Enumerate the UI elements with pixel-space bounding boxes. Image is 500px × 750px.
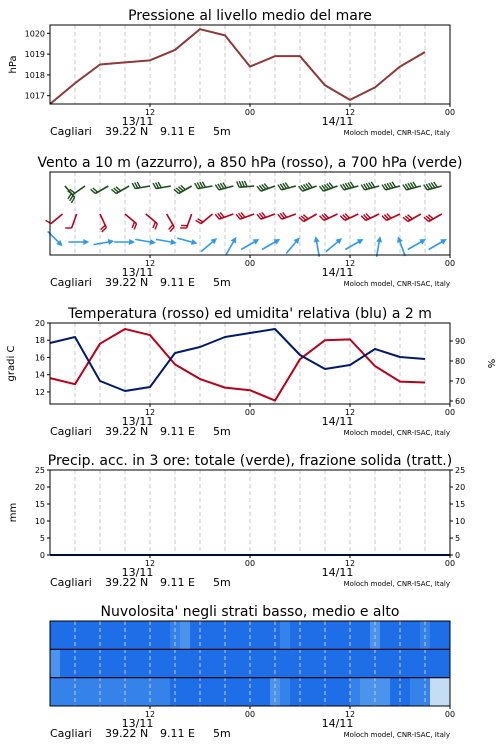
- humidity-axis-label: %: [485, 358, 496, 369]
- cloud-cell: [360, 621, 371, 649]
- cloud-cell: [190, 678, 201, 706]
- cloud-cell: [390, 621, 401, 649]
- location-lon: 9.11 E: [160, 576, 195, 589]
- cloud-cell: [180, 678, 191, 706]
- date-label: 14/11: [321, 115, 354, 128]
- date-label: 13/11: [121, 717, 154, 730]
- cloud-cell: [330, 621, 341, 649]
- cloud-cell: [110, 621, 121, 649]
- time-tick-label: 00: [444, 408, 456, 417]
- cloud-cell: [60, 621, 71, 649]
- location-lat: 39.22 N: [105, 125, 149, 138]
- cloud-cell: [240, 621, 251, 649]
- temperature-tick-label: 20: [34, 319, 45, 328]
- precip-tick-label-right: 0: [455, 551, 461, 560]
- location-alt: 5m: [213, 125, 231, 138]
- location-lon: 9.11 E: [160, 727, 195, 740]
- humidity-tick-label: 90: [455, 337, 466, 346]
- wind-barb: [134, 224, 136, 230]
- location-name: Cagliari: [50, 425, 92, 438]
- cloud-cell: [290, 678, 301, 706]
- cloud-cell: [330, 649, 341, 677]
- cloud-cell: [350, 621, 361, 649]
- time-tick-label: 00: [244, 108, 256, 117]
- wind-arrowhead: [376, 236, 382, 242]
- cloud-cell: [440, 649, 451, 677]
- model-credit: Moloch model, CNR-ISAC, Italy: [343, 129, 450, 137]
- humidity-tick-label: 80: [455, 357, 466, 366]
- wind-arrowhead: [83, 239, 89, 245]
- cloud-cell: [200, 621, 211, 649]
- precip-tick-label-right: 25: [455, 466, 466, 475]
- time-tick-label: 00: [444, 108, 456, 117]
- pressure-tick-label: 1019: [24, 50, 45, 60]
- time-tick-label: 00: [244, 710, 256, 719]
- cloud-cell: [80, 621, 91, 649]
- wind-barb-staff: [51, 214, 62, 224]
- cloud-cell: [390, 678, 401, 706]
- time-tick-label: 12: [344, 710, 356, 719]
- precip-tick-label-right: 20: [455, 483, 466, 492]
- cloud-cell: [180, 621, 191, 649]
- location-lon: 9.11 E: [160, 276, 195, 289]
- pressure-tick-label: 1017: [24, 91, 45, 101]
- cloud-cell: [400, 621, 411, 649]
- cloud-cell: [390, 649, 401, 677]
- model-credit: Moloch model, CNR-ISAC, Italy: [343, 580, 450, 588]
- cloud-cell: [250, 649, 261, 677]
- location-name: Cagliari: [50, 576, 92, 589]
- cloud-cell: [60, 678, 71, 706]
- cloud-cell: [260, 678, 271, 706]
- cloud-cell: [210, 649, 221, 677]
- time-tick-label: 00: [244, 408, 256, 417]
- wind-level-10-m: [48, 231, 447, 256]
- pressure-tick-label: 1018: [24, 70, 45, 80]
- cloud-cell: [130, 649, 141, 677]
- wind-barb: [242, 181, 245, 187]
- cloud-cell: [200, 678, 211, 706]
- cloud-cell: [350, 649, 361, 677]
- cloud-cell: [190, 649, 201, 677]
- precip-tick-label: 15: [34, 500, 45, 509]
- date-label: 14/11: [321, 566, 354, 579]
- cloud-cell: [310, 678, 321, 706]
- location-lat: 39.22 N: [105, 276, 149, 289]
- cloud-cell: [90, 678, 101, 706]
- wind-arrowhead: [149, 239, 155, 245]
- temperature-axis-label: gradi C: [6, 345, 17, 382]
- cloud-cell: [60, 649, 71, 677]
- cloud-cell: [50, 678, 61, 706]
- date-label: 14/11: [321, 717, 354, 730]
- cloud-cell: [100, 649, 111, 677]
- date-label: 14/11: [321, 266, 354, 279]
- cloud-cell: [140, 621, 151, 649]
- date-label: 13/11: [121, 115, 154, 128]
- time-tick-label: 12: [144, 408, 156, 417]
- date-label: 13/11: [121, 266, 154, 279]
- location-alt: 5m: [213, 727, 231, 740]
- cloud-cell: [180, 649, 191, 677]
- time-tick-label: 00: [444, 559, 456, 568]
- cloud-cell: [210, 678, 221, 706]
- time-tick-label: 12: [144, 710, 156, 719]
- cloud-cell: [190, 621, 201, 649]
- cloud-cell: [130, 621, 141, 649]
- cloud-cell: [230, 678, 241, 706]
- temperature-tick-label: 12: [34, 387, 45, 397]
- temperature-tick-label: 14: [34, 370, 45, 380]
- cloud-cell: [150, 621, 161, 649]
- pressure-line: [50, 29, 425, 104]
- precip-tick-label-right: 10: [455, 517, 466, 526]
- cloud-cell: [150, 649, 161, 677]
- cloud-cell: [210, 621, 221, 649]
- time-tick-label: 12: [144, 259, 156, 268]
- model-credit: Moloch model, CNR-ISAC, Italy: [343, 731, 450, 739]
- cloud-cell: [140, 678, 151, 706]
- cloud-cell: [350, 678, 361, 706]
- wind-arrowhead: [108, 239, 114, 245]
- cloud-cell: [360, 678, 371, 706]
- cloud-cell: [240, 678, 251, 706]
- cloud-cell: [410, 649, 421, 677]
- precip-tick-label: 5: [39, 534, 45, 543]
- cloud-cell: [240, 649, 251, 677]
- cloud-cell: [440, 678, 451, 706]
- cloud-cell: [100, 678, 111, 706]
- cloud-cell: [90, 621, 101, 649]
- location-name: Cagliari: [50, 276, 92, 289]
- wind-arrowhead: [129, 239, 135, 245]
- cloud-cell: [230, 649, 241, 677]
- temperature-line: [50, 329, 425, 401]
- cloud-cell: [160, 678, 171, 706]
- cloud-cell: [440, 621, 451, 649]
- cloud-cell: [80, 678, 91, 706]
- precip-axis-label: mm: [8, 502, 19, 523]
- cloud-cell: [110, 649, 121, 677]
- cloud-cell: [410, 678, 421, 706]
- plot-frame: [50, 323, 450, 404]
- wind-barb: [132, 222, 134, 228]
- cloud-cell: [300, 649, 311, 677]
- location-lat: 39.22 N: [105, 425, 149, 438]
- location-lon: 9.11 E: [160, 425, 195, 438]
- panel-title: Pressione al livello medio del mare: [128, 8, 372, 24]
- pressure-tick-label: 1020: [24, 29, 45, 39]
- wind-barb: [153, 222, 155, 228]
- wind-barb-staff: [72, 214, 77, 228]
- wind-level-850-hpa: [46, 212, 442, 232]
- location-name: Cagliari: [50, 727, 92, 740]
- wind-level-700-hpa: [65, 181, 442, 203]
- wind-arrowhead: [314, 236, 320, 242]
- location-lon: 9.11 E: [160, 125, 195, 138]
- cloud-cell: [400, 649, 411, 677]
- time-tick-label: 12: [344, 408, 356, 417]
- location-alt: 5m: [213, 276, 231, 289]
- cloud-cell: [290, 649, 301, 677]
- location-lat: 39.22 N: [105, 576, 149, 589]
- pressure-axis-label: hPa: [8, 55, 19, 74]
- cloud-cell: [50, 649, 61, 677]
- cloud-cell: [250, 678, 261, 706]
- temperature-tick-label: 16: [34, 353, 45, 363]
- cloud-cell: [260, 621, 271, 649]
- cloud-cell: [380, 649, 391, 677]
- wind-barb: [244, 181, 247, 187]
- wind-barb: [237, 182, 240, 188]
- model-credit: Moloch model, CNR-ISAC, Italy: [343, 429, 450, 437]
- wind-barb: [239, 181, 242, 187]
- time-tick-label: 00: [244, 259, 256, 268]
- cloud-cell: [430, 649, 441, 677]
- precip-tick-label: 0: [39, 551, 45, 560]
- panel-title: Vento a 10 m (azzurro), a 850 hPa (rosso), a 700 hPa (verde): [37, 155, 463, 171]
- panel-title: Temperatura (rosso) ed umidita' relativa (blu) a 2 m: [68, 306, 432, 322]
- cloud-cell: [340, 621, 351, 649]
- cloud-cell: [280, 678, 291, 706]
- time-tick-label: 00: [444, 710, 456, 719]
- cloud-cell: [300, 678, 311, 706]
- time-tick-label: 12: [344, 108, 356, 117]
- cloud-cell: [290, 621, 301, 649]
- precip-tick-label: 25: [34, 466, 45, 475]
- location-name: Cagliari: [50, 125, 92, 138]
- date-label: 14/11: [321, 415, 354, 428]
- cloud-cell: [430, 678, 441, 706]
- cloud-cell: [380, 621, 391, 649]
- temperature-tick-label: 18: [34, 336, 45, 346]
- cloud-cell: [100, 621, 111, 649]
- date-label: 13/11: [121, 415, 154, 428]
- time-tick-label: 12: [144, 108, 156, 117]
- cloud-cell: [300, 621, 311, 649]
- cloud-cell: [130, 678, 141, 706]
- precip-tick-label: 20: [34, 483, 45, 492]
- cloud-cell: [360, 649, 371, 677]
- date-label: 13/11: [121, 566, 154, 579]
- cloud-cell: [400, 678, 411, 706]
- cloud-cell: [280, 649, 291, 677]
- wind-arrowhead: [191, 239, 198, 245]
- cloud-cell: [310, 621, 321, 649]
- time-tick-label: 12: [344, 259, 356, 268]
- location-alt: 5m: [213, 576, 231, 589]
- location-alt: 5m: [213, 425, 231, 438]
- cloud-cell: [330, 678, 341, 706]
- cloud-cell: [150, 678, 161, 706]
- cloud-cell: [430, 621, 441, 649]
- precip-tick-label-right: 5: [455, 534, 461, 543]
- wind-arrowhead: [170, 239, 176, 245]
- cloud-cell: [110, 678, 121, 706]
- time-tick-label: 00: [444, 259, 456, 268]
- cloud-cell: [310, 649, 321, 677]
- humidity-tick-label: 60: [455, 397, 466, 406]
- cloud-cell: [250, 621, 261, 649]
- cloud-cell: [90, 649, 101, 677]
- cloud-cell: [380, 678, 391, 706]
- cloud-cell: [340, 678, 351, 706]
- cloud-cell: [410, 621, 421, 649]
- time-tick-label: 00: [244, 559, 256, 568]
- wind-barb: [155, 224, 157, 230]
- cloud-cell: [200, 649, 211, 677]
- cloud-cell: [280, 621, 291, 649]
- time-tick-label: 12: [344, 559, 356, 568]
- cloud-cell: [50, 621, 61, 649]
- cloud-cell: [340, 649, 351, 677]
- cloud-cell: [160, 621, 171, 649]
- panel-title: Precip. acc. in 3 ore: totale (verde), frazione solida (tratt.): [47, 453, 453, 469]
- model-credit: Moloch model, CNR-ISAC, Italy: [343, 280, 450, 288]
- precip-tick-label-right: 15: [455, 500, 466, 509]
- panel-title: Nuvolosita' negli strati basso, medio e alto: [100, 604, 400, 620]
- cloud-cell: [260, 649, 271, 677]
- humidity-tick-label: 70: [455, 377, 466, 386]
- cloud-cell: [160, 649, 171, 677]
- cloud-cell: [230, 621, 241, 649]
- location-lat: 39.22 N: [105, 727, 149, 740]
- time-tick-label: 12: [144, 559, 156, 568]
- precip-tick-label: 10: [34, 517, 45, 526]
- cloud-cell: [80, 649, 91, 677]
- cloud-cell: [140, 649, 151, 677]
